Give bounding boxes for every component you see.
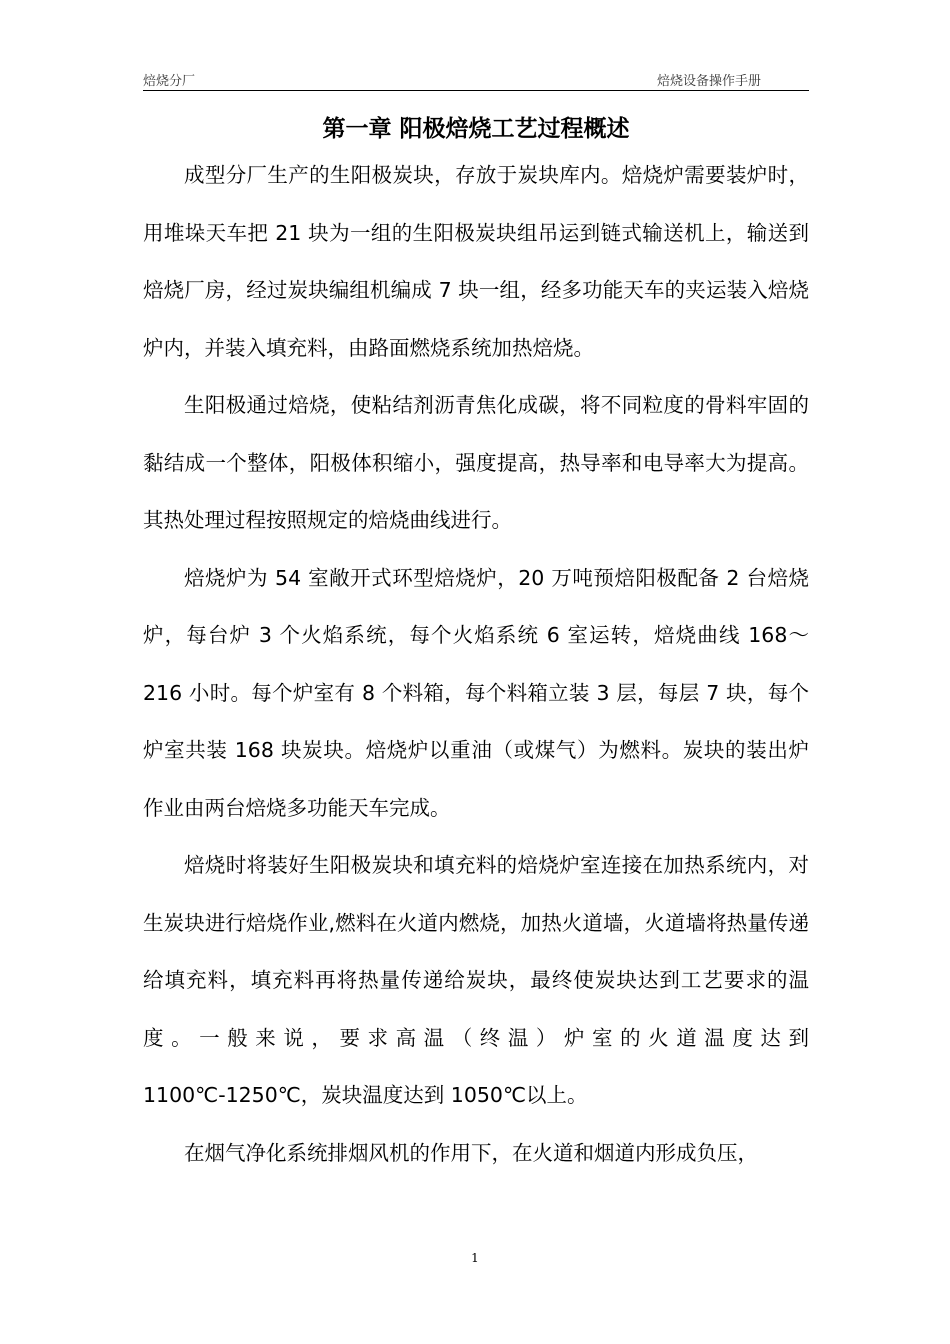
page-number: 1 bbox=[471, 1251, 479, 1265]
paragraph: 生阳极通过焙烧，使粘结剂沥青焦化成碳，将不同粒度的骨料牢固的黏结成一个整体，阳极体积缩小，强度提高，热导率和电导率大为提高。其热处理过程按照规定的焙烧曲线进行。 bbox=[143, 393, 809, 532]
paragraph: 在烟气净化系统排烟风机的作用下，在火道和烟道内形成负压， bbox=[184, 1140, 758, 1165]
paragraph: 焙烧炉为 54 室敞开式环型焙烧炉，20 万吨预焙阳极配备 2 台焙烧炉，每台炉 3 个火焰系统，每个火焰系统 6 室运转，焙烧曲线 168～216 小时。每个炉室有 8 个料箱，每个料箱立装 3 层，每层 7 块，每个炉室共装 168 块炭块。焙烧炉以重油（或煤气）为燃料。炭块的装出炉作业由两台焙烧多功能天车完成。 bbox=[143, 565, 809, 820]
header-left-text: 焙烧分厂 bbox=[143, 74, 196, 89]
header-right-text: 焙烧设备操作手册 bbox=[656, 74, 761, 89]
paragraph: 成型分厂生产的生阳极炭块，存放于炭块库内。焙烧炉需要装炉时，用堆垛天车把 21 块为一组的生阳极炭块组吊运到链式输送机上，输送到焙烧厂房，经过炭块编组机编成 7 块一组，经多功能天车的夹运装入焙烧炉内，并装入填充料，由路面燃烧系统加热焙烧。 bbox=[143, 163, 809, 360]
document-body bbox=[143, 147, 809, 1182]
paragraph: 焙烧时将装好生阳极炭块和填充料的焙烧炉室连接在加热系统内，对生炭块进行焙烧作业,燃料在火道内燃烧，加热火道墙，火道墙将热量传递给填充料，填充料再将热量传递给炭块，最终使炭块达到工艺要求的温度。一般来说，要求高温（终温）炉室的火道温度达到 1100℃-1250℃，炭块温度达到 1050℃以上。 bbox=[143, 853, 809, 1107]
chapter-title: 第一章 阳极焙烧工艺过程概述 bbox=[322, 116, 630, 142]
page-header bbox=[143, 70, 809, 91]
